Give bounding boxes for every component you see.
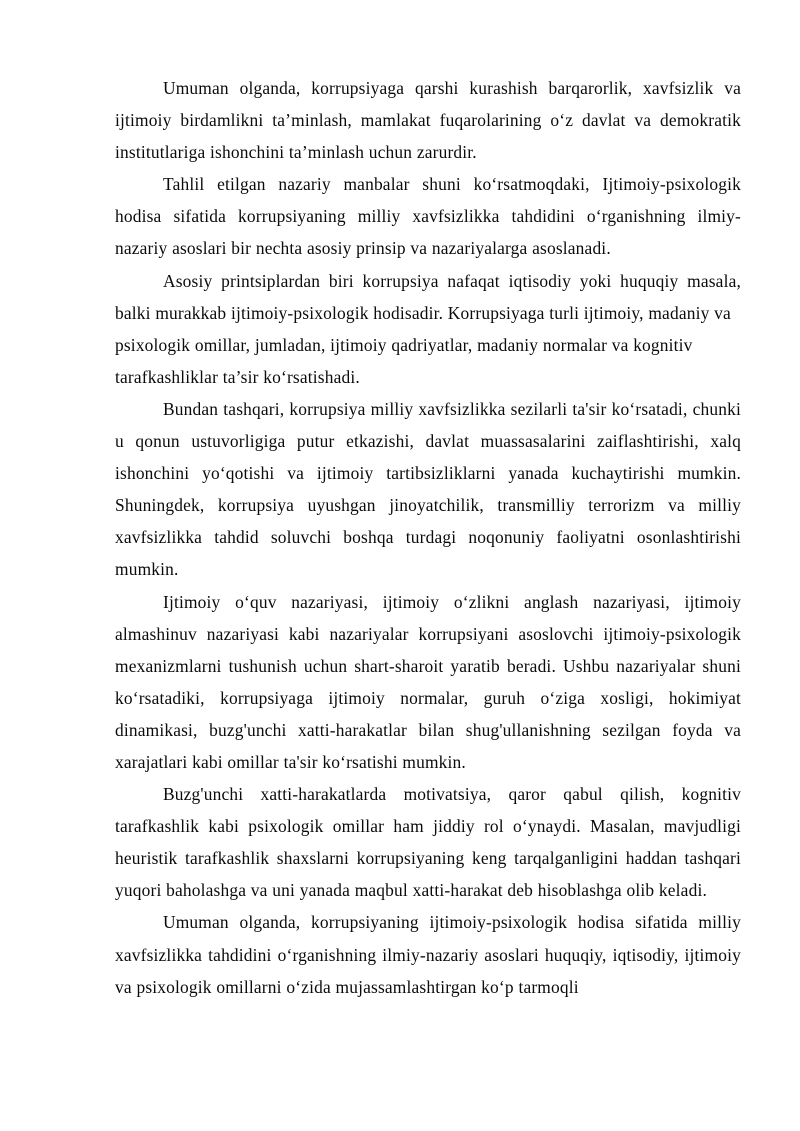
paragraph-4: Bundan tashqari, korrupsiya milliy xavfsizlikka sezilarli ta'sir ko‘rsatadi, chunki u qonun ustuvorligiga putur etkazishi, davlat muassasalarini zaiflashtirishi, xalq ishonchini yo‘qotishi va ijtimoiy tartibsizliklarni yanada kuchaytirishi mumkin. Shuningdek, korrupsiya uyushgan jinoyatchilik, transmilliy terrorizm va milliy xavfsizlikka tahdid soluvchi boshqa turdagi noqonuniy faoliyatni osonlashtirishi mumkin.: [115, 398, 741, 580]
paragraph-3: [115, 265, 741, 393]
paragraph-2: Tahlil etilgan nazariy manbalar shuni ko‘rsatmoqdaki, Ijtimoiy-psixologik hodisa sifatida korrupsiyaning milliy xavfsizlikka tahdidini o‘rganishning ilmiy-nazariy asoslari bir nechta asosiy prinsip va nazariyalarga asoslanadi.: [115, 174, 741, 259]
paragraph-7: Umuman olganda, korrupsiyaning ijtimoiy-psixologik hodisa sifatida milliy xavfsizlikka tahdidini o‘rganishning ilmiy-nazariy asoslari huquqiy, iqtisodiy, ijtimoiy va psixologik omillarni o‘zida mujassamlashtirgan ko‘p tarmoqli: [115, 912, 741, 997]
paragraph-3-first-line: Asosiy printsiplardan biri korrupsiya nafaqat iqtisodiy yoki huquqiy masala,: [163, 270, 741, 291]
document-text-column: [115, 72, 741, 1003]
paragraph-1: Umuman olganda, korrupsiyaga qarshi kurashish barqarorlik, xavfsizlik va ijtimoiy birdamlikni ta’minlash, mamlakat fuqarolarining o‘z davlat va demokratik institutlariga ishonchini ta’minlash uchun zarurdir.: [115, 78, 741, 163]
paragraph-6: Buzg'unchi xatti-harakatlarda motivatsiya, qaror qabul qilish, kognitiv tarafkashlik kabi psixologik omillar ham jiddiy rol o‘ynaydi. Masalan, mavjudligi heuristik tarafkashlik shaxslarni korrupsiyaning keng tarqalganligini haddan tashqari yuqori baholashga va uni yanada maqbul xatti-harakat deb hisoblashga olib keladi.: [115, 784, 741, 901]
paragraph-5: Ijtimoiy o‘quv nazariyasi, ijtimoiy o‘zlikni anglash nazariyasi, ijtimoiy almashinuv nazariyasi kabi nazariyalar korrupsiyani asoslovchi ijtimoiy-psixologik mexanizmlarni tushunish uchun shart-sharoit yaratib beradi. Ushbu nazariyalar shuni ko‘rsatadiki, korrupsiyaga ijtimoiy normalar, guruh o‘ziga xosligi, hokimiyat dinamikasi, buzg'unchi xatti-harakatlar bilan shug'ullanishning sezilgan foyda va xarajatlari kabi omillar ta'sir ko‘rsatishi mumkin.: [115, 591, 741, 772]
paragraph-3-body: balki murakkab ijtimoiy-psixologik hodisadir. Korrupsiyaga turli ijtimoiy, madaniy va psixologik omillar, jumladan, ijtimoiy qadriyatlar, madaniy normalar va kognitiv tarafkashliklar ta’sir ko‘rsatishadi.: [115, 302, 731, 387]
